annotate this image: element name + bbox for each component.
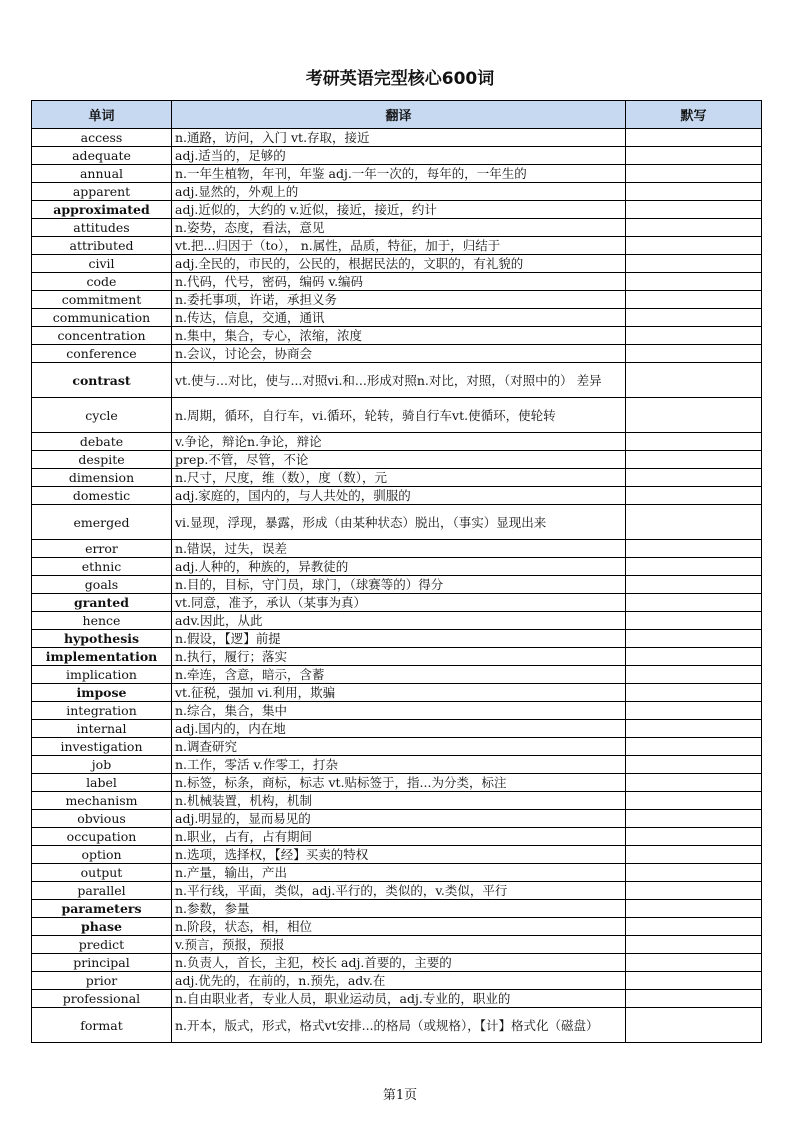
word-cell: occupation [32,828,172,846]
dictation-cell[interactable] [626,954,762,972]
translation-cell: n.错误，过失，误差 [172,540,626,558]
word-cell: internal [32,720,172,738]
table-row [32,451,762,469]
dictation-cell[interactable] [626,756,762,774]
dictation-cell[interactable] [626,774,762,792]
word-cell: investigation [32,738,172,756]
translation-cell: n.通路，访问，入门 vt.存取，接近 [172,129,626,147]
word-cell: cycle [32,398,172,433]
table-row [32,792,762,810]
dictation-cell[interactable] [626,540,762,558]
dictation-cell[interactable] [626,702,762,720]
table-row [32,666,762,684]
translation-cell: adj.显然的，外观上的 [172,183,626,201]
dictation-cell[interactable] [626,147,762,165]
translation-cell: adj.明显的，显而易见的 [172,810,626,828]
page-number: 第1页 [382,1088,418,1103]
dictation-cell[interactable] [626,327,762,345]
table-row [32,487,762,505]
dictation-cell[interactable] [626,363,762,398]
dictation-cell[interactable] [626,183,762,201]
table-row [32,291,762,309]
translation-cell: vi.显现，浮现，暴露，形成（由某种状态）脱出，（事实）显现出来 [172,505,626,540]
word-cell: option [32,846,172,864]
table-row [32,165,762,183]
word-cell: commitment [32,291,172,309]
table-row [32,810,762,828]
dictation-cell[interactable] [626,398,762,433]
table-row [32,828,762,846]
word-cell: principal [32,954,172,972]
translation-cell: vt.同意，准予，承认（某事为真） [172,594,626,612]
word-cell: contrast [32,363,172,398]
table-row [32,183,762,201]
translation-cell: n.参数，参量 [172,900,626,918]
table-row [32,630,762,648]
word-cell: despite [32,451,172,469]
dictation-cell[interactable] [626,666,762,684]
translation-cell: n.目的，目标，守门员，球门，（球赛等的）得分 [172,576,626,594]
dictation-cell[interactable] [626,990,762,1008]
word-cell: adequate [32,147,172,165]
translation-cell: n.平行线，平面，类似，adj.平行的，类似的，v.类似，平行 [172,882,626,900]
table-header-row [32,101,762,129]
translation-cell: n.职业，占有，占有期间 [172,828,626,846]
dictation-cell[interactable] [626,1008,762,1043]
table-row [32,273,762,291]
table-row [32,129,762,147]
translation-cell: vt.把...归因于（to）， n.属性，品质，特征，加于，归结于 [172,237,626,255]
word-cell: obvious [32,810,172,828]
translation-cell: n.阶段，状态，相，相位 [172,918,626,936]
translation-cell: adj.优先的，在前的，n.预先，adv.在 [172,972,626,990]
dictation-cell[interactable] [626,291,762,309]
word-cell: professional [32,990,172,1008]
table-row [32,954,762,972]
table-row [32,918,762,936]
translation-cell: n.选项，选择权，【经】买卖的特权 [172,846,626,864]
word-cell: annual [32,165,172,183]
dictation-cell[interactable] [626,505,762,540]
translation-cell: n.机械装置，机构，机制 [172,792,626,810]
translation-cell: n.自由职业者，专业人员，职业运动员，adj.专业的，职业的 [172,990,626,1008]
dictation-cell[interactable] [626,237,762,255]
table-row [32,900,762,918]
translation-cell: adj.近似的，大约的 v.近似，接近，接近，约计 [172,201,626,219]
dictation-cell[interactable] [626,576,762,594]
dictation-cell[interactable] [626,882,762,900]
word-cell: communication [32,309,172,327]
header-translation: 翻译 [172,101,626,129]
translation-cell: adj.国内的，内在地 [172,720,626,738]
word-cell: prior [32,972,172,990]
word-cell: hypothesis [32,630,172,648]
translation-cell: adv.因此，从此 [172,612,626,630]
table-row [32,327,762,345]
translation-cell: n.委托事项，许诺，承担义务 [172,291,626,309]
translation-cell: n.调查研究 [172,738,626,756]
dictation-cell[interactable] [626,828,762,846]
translation-cell: vt.使与...对比，使与...对照vi.和...形成对照n.对比，对照，（对照中的） 差异 [172,363,626,398]
translation-cell: n.代码，代号，密码，编码 v.编码 [172,273,626,291]
translation-cell: adj.家庭的，国内的，与人共处的，驯服的 [172,487,626,505]
dictation-cell[interactable] [626,846,762,864]
translation-cell: n.负责人，首长，主犯，校长 adj.首要的，主要的 [172,954,626,972]
dictation-cell[interactable] [626,648,762,666]
word-cell: access [32,129,172,147]
table-row [32,1008,762,1043]
translation-cell: n.周期，循环，自行车，vi.循环，轮转，骑自行车vt.使循环，使轮转 [172,398,626,433]
word-cell: implication [32,666,172,684]
word-cell: attributed [32,237,172,255]
word-cell: output [32,864,172,882]
word-cell: integration [32,702,172,720]
dictation-cell[interactable] [626,864,762,882]
dictation-cell[interactable] [626,309,762,327]
table-row [32,702,762,720]
translation-cell: n.牵连，含意，暗示，含蓄 [172,666,626,684]
dictation-cell[interactable] [626,918,762,936]
word-cell: granted [32,594,172,612]
word-cell: goals [32,576,172,594]
dictation-cell[interactable] [626,129,762,147]
word-cell: civil [32,255,172,273]
word-cell: conference [32,345,172,363]
dictation-cell[interactable] [626,201,762,219]
table-row [32,540,762,558]
translation-cell: n.综合，集合，集中 [172,702,626,720]
word-cell: domestic [32,487,172,505]
word-cell: dimension [32,469,172,487]
dictation-cell[interactable] [626,451,762,469]
word-cell: mechanism [32,792,172,810]
dictation-cell[interactable] [626,684,762,702]
table-row [32,505,762,540]
table-row [32,147,762,165]
vocabulary-table [31,100,762,1043]
table-row [32,576,762,594]
table-row [32,990,762,1008]
header-word: 单词 [32,101,172,129]
dictation-cell[interactable] [626,630,762,648]
translation-cell: adj.全民的，市民的，公民的，根据民法的，文职的，有礼貌的 [172,255,626,273]
dictation-cell[interactable] [626,738,762,756]
word-cell: apparent [32,183,172,201]
table-row [32,219,762,237]
dictation-cell[interactable] [626,469,762,487]
dictation-cell[interactable] [626,165,762,183]
dictation-cell[interactable] [626,810,762,828]
table-row [32,738,762,756]
word-cell: impose [32,684,172,702]
word-cell: error [32,540,172,558]
dictation-cell[interactable] [626,900,762,918]
dictation-cell[interactable] [626,936,762,954]
word-cell: predict [32,936,172,954]
word-cell: format [32,1008,172,1043]
dictation-cell[interactable] [626,594,762,612]
table-row [32,648,762,666]
word-cell: hence [32,612,172,630]
table-row [32,864,762,882]
translation-cell: n.执行，履行；落实 [172,648,626,666]
table-row [32,720,762,738]
table-row [32,684,762,702]
translation-cell: n.会议，讨论会，协商会 [172,345,626,363]
table-row [32,201,762,219]
word-cell: implementation [32,648,172,666]
translation-cell: v.争论，辩论n.争论，辩论 [172,433,626,451]
translation-cell: n.姿势，态度，看法，意见 [172,219,626,237]
translation-cell: n.传达，信息，交通，通讯 [172,309,626,327]
word-cell: approximated [32,201,172,219]
table-row [32,882,762,900]
page-title: 考研英语完型核心600词 [305,69,495,89]
table-row [32,433,762,451]
word-cell: concentration [32,327,172,345]
table-row [32,469,762,487]
dictation-cell[interactable] [626,487,762,505]
translation-cell: v.预言，预报，预报 [172,936,626,954]
table-row [32,594,762,612]
word-cell: debate [32,433,172,451]
word-cell: parallel [32,882,172,900]
table-row [32,345,762,363]
dictation-cell[interactable] [626,273,762,291]
word-cell: phase [32,918,172,936]
word-cell: ethnic [32,558,172,576]
word-cell: emerged [32,505,172,540]
header-dictation: 默写 [626,101,762,129]
translation-cell: n.尺寸，尺度，维（数），度（数），元 [172,469,626,487]
dictation-cell[interactable] [626,433,762,451]
translation-cell: n.工作，零活 v.作零工，打杂 [172,756,626,774]
table-body [32,129,762,1043]
word-cell: code [32,273,172,291]
translation-cell: n.假设，【逻】前提 [172,630,626,648]
table-row [32,846,762,864]
dictation-cell[interactable] [626,255,762,273]
table-row [32,774,762,792]
table-row [32,237,762,255]
table-row [32,612,762,630]
table-row [32,972,762,990]
translation-cell: prep.不管，尽管，不论 [172,451,626,469]
table-row [32,558,762,576]
dictation-cell[interactable] [626,720,762,738]
translation-cell: n.开本，版式，形式，格式vt安排...的格局（或规格），【计】格式化（磁盘） [172,1008,626,1043]
dictation-cell[interactable] [626,558,762,576]
dictation-cell[interactable] [626,345,762,363]
word-cell: label [32,774,172,792]
translation-cell: n.产量，输出，产出 [172,864,626,882]
dictation-cell[interactable] [626,792,762,810]
translation-cell: n.一年生植物，年刊，年鉴 adj.一年一次的，每年的，一年生的 [172,165,626,183]
table-row [32,255,762,273]
table-row [32,936,762,954]
table-row [32,398,762,433]
translation-cell: n.标签，标条，商标，标志 vt.贴标签于，指...为分类，标注 [172,774,626,792]
dictation-cell[interactable] [626,972,762,990]
table-row [32,363,762,398]
translation-cell: adj.人种的，种族的，异教徒的 [172,558,626,576]
word-cell: attitudes [32,219,172,237]
translation-cell: vt.征税，强加 vi.利用，欺骗 [172,684,626,702]
table-row [32,309,762,327]
table-row [32,756,762,774]
translation-cell: adj.适当的，足够的 [172,147,626,165]
dictation-cell[interactable] [626,219,762,237]
word-cell: job [32,756,172,774]
translation-cell: n.集中，集合，专心，浓缩，浓度 [172,327,626,345]
dictation-cell[interactable] [626,612,762,630]
word-cell: parameters [32,900,172,918]
